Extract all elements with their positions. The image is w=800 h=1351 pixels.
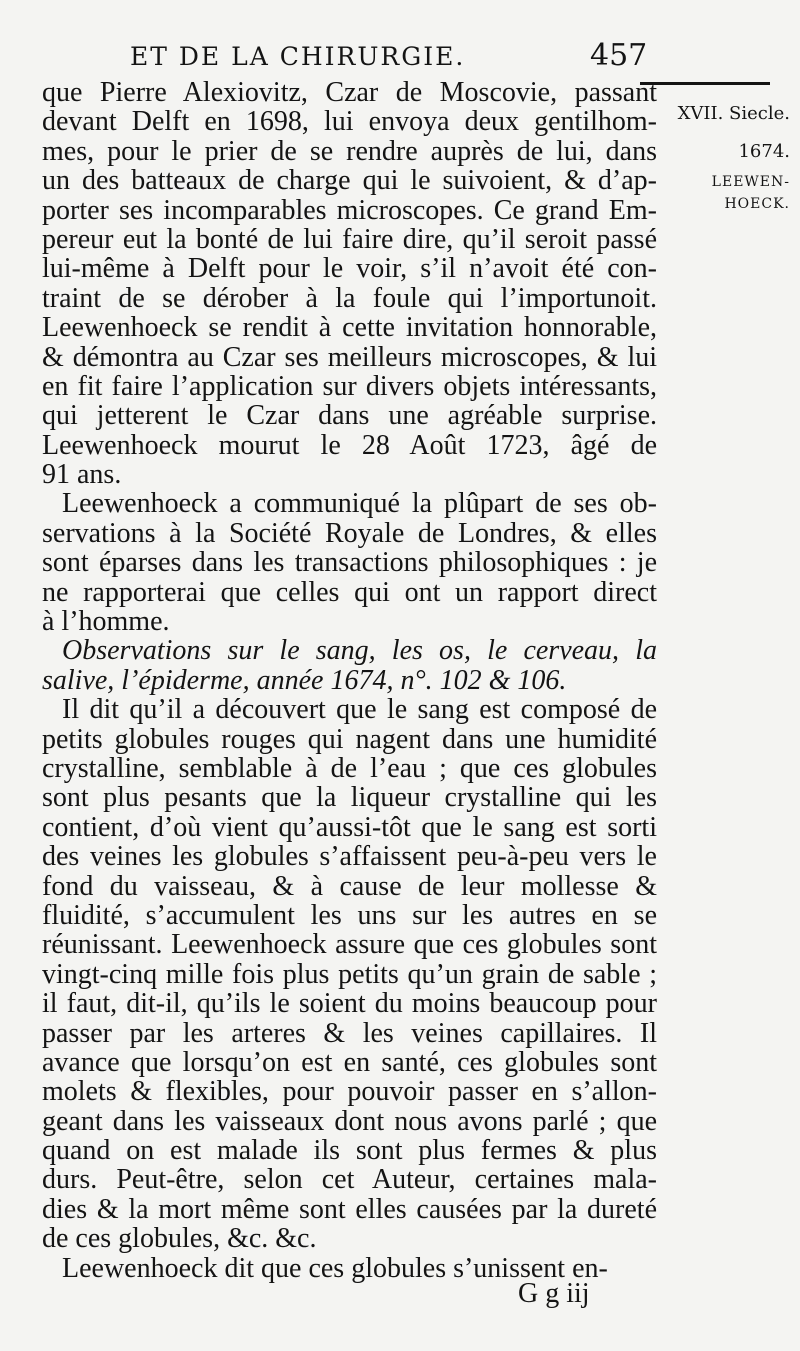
text-line: 91 ans.: [42, 460, 122, 490]
text-line: dies & la mort même sont elles causées par la dureté: [42, 1194, 657, 1225]
text-line: Leewenhoeck dit que ces globules s’unissent en-: [62, 1253, 608, 1284]
text-line: pereur eut la bonté de lui faire dire, qu’il seroit passé: [42, 224, 657, 255]
text-line: avance que lorsqu’on est en santé, ces globules sont: [42, 1047, 657, 1078]
margin-notes: [640, 95, 790, 215]
text-line: de ces globules, &c. &c.: [42, 1224, 317, 1254]
text-line: crystalline, semblable à de l’eau ; que ces globules: [42, 753, 657, 784]
margin-note-name-part1: LEEWEN-: [711, 174, 790, 190]
text-line: passer par les arteres & les veines capillaires. Il: [42, 1018, 657, 1048]
text-line: quand on est malade ils sont plus fermes & plus: [42, 1136, 657, 1166]
text-line: & démontra au Czar ses meilleurs microscopes, & lui: [42, 342, 657, 372]
text-line: ne rapporterai que celles qui ont un rapport direct: [42, 577, 657, 608]
running-head: ET DE LA CHIRURGIE.: [130, 42, 466, 71]
text-line: vingt-cinq mille fois plus petits qu’un grain de sable ;: [42, 959, 657, 990]
text-line: servations à la Société Royale de Londres, & elles: [42, 518, 657, 549]
text-line: lui-même à Delft pour le voir, s’il n’avoit été con-: [42, 254, 657, 284]
margin-note-century: XVII. Siecle.: [677, 103, 790, 124]
signature-mark: G g iij: [518, 1278, 590, 1309]
text-line: contient, d’où vient qu’aussi-tôt que le sang est sorti: [42, 812, 657, 843]
text-line: Observations sur le sang, les os, le cerveau, la: [62, 636, 657, 666]
text-line: traint de se dérober à la foule qui l’importunoit.: [42, 283, 657, 314]
text-line: Leewenhoeck mourut le 28 Août 1723, âgé de: [42, 430, 657, 461]
text-line: réunissant. Leewenhoeck assure que ces globules sont: [42, 930, 657, 960]
text-line: salive, l’épiderme, année 1674, n°. 102 & 106.: [42, 665, 567, 696]
text-line: geant dans les vaisseaux dont nous avons parlé ; que: [42, 1106, 657, 1137]
text-line: que Pierre Alexiovitz, Czar de Moscovie, passant: [42, 78, 657, 108]
text-line: un des batteaux de charge qui le suivoient, & d’ap-: [42, 166, 657, 196]
text-line: Leewenhoeck a communiqué la plûpart de ses ob-: [62, 489, 657, 519]
text-line: molets & flexibles, pour pouvoir passer en s’allon-: [42, 1077, 657, 1107]
text-line: porter ses incomparables microscopes. Ce grand Em-: [42, 195, 657, 225]
text-line: mes, pour le prier de se rendre auprès de lui, dans: [42, 136, 657, 167]
text-line: fond du vaisseau, & à cause de leur mollesse &: [42, 871, 657, 901]
text-line: des veines les globules s’affaissent peu-à-peu vers le: [42, 842, 657, 872]
text-line: à l’homme.: [42, 607, 170, 637]
text-line: Leewenhoeck se rendit à cette invitation honnorable,: [42, 313, 657, 343]
paragraph: [42, 489, 657, 636]
text-line: en fit faire l’application sur divers objets intéressants,: [42, 371, 657, 402]
paragraph: [42, 636, 657, 695]
text-line: devant Delft en 1698, lui envoya deux gentilhom-: [42, 107, 657, 137]
header-rule: [640, 82, 770, 85]
text-line: sont plus pesants que la liqueur crystalline qui les: [42, 783, 657, 813]
margin-note-name-part2: HOECK.: [724, 196, 790, 212]
text-line: sont éparses dans les transactions philosophiques : je: [42, 548, 657, 578]
text-line: fluidité, s’accumulent les uns sur les autres en se: [42, 900, 657, 931]
paragraph: [42, 78, 657, 489]
text-line: Il dit qu’il a découvert que le sang est composé de: [62, 695, 657, 725]
text-line: petits globules rouges qui nagent dans une humidité: [42, 724, 657, 754]
page-number: 457: [590, 38, 648, 73]
text-line: qui jetterent le Czar dans une agréable surprise.: [42, 401, 657, 431]
body-text: [42, 78, 657, 1283]
text-line: il faut, dit-il, qu’ils le soient du moins beaucoup pour: [42, 989, 657, 1019]
paragraph: [42, 695, 657, 1253]
margin-note-year: 1674.: [738, 141, 790, 162]
text-line: durs. Peut-être, selon cet Auteur, certaines mala-: [42, 1165, 657, 1195]
